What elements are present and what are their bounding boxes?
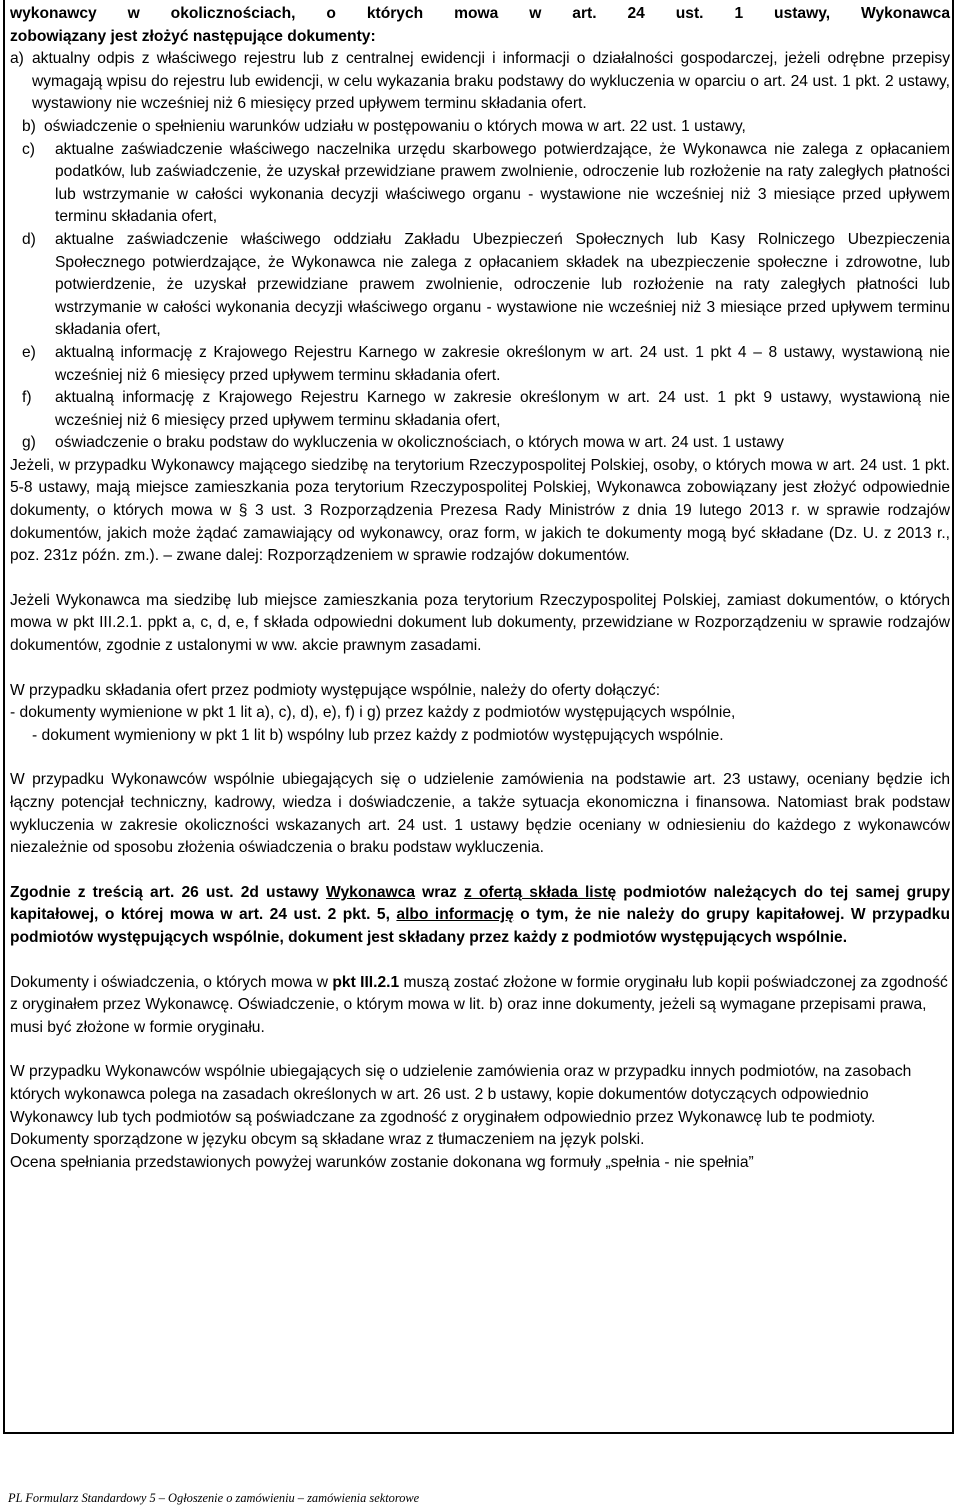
- paragraph-capital-group: [10, 882, 950, 950]
- capital-group-text: Zgodnie z treścią art. 26 ust. 2d ustawy: [10, 883, 327, 901]
- list-item-e: [22, 342, 950, 387]
- capital-group-underlined: Wykonawca: [326, 883, 416, 901]
- document-form-text: muszą zostać złożone w formie oryginału lub kopii poświadczonej za zgodność z oryginałem przez Wykonawcę. Oświadczenie, o którym mowa w lit. b) oraz inne dokumenty, jeżeli są wymagane przepisami prawa, musi być złożone w formie oryginału.: [10, 973, 948, 1036]
- document-form-text: Dokumenty i oświadczenia, o których mowa w: [10, 973, 333, 991]
- list-item-a: [10, 48, 950, 116]
- list-item-text: aktualną informację z Krajowego Rejestru Karnego w zakresie określonym w art. 24 ust. 1 pkt 9 ustawy, wystawioną nie wcześniej niż 6 miesięcy przed upływem terminu składania ofert,: [55, 389, 950, 429]
- paragraph-translation: Dokumenty sporządzone w języku obcym są składane wraz z tłumaczeniem na język polski.: [10, 1131, 645, 1149]
- list-item-text: aktualną informację z Krajowego Rejestru Karnego w zakresie określonym w art. 24 ust. 1 pkt 4 – 8 ustawy, wystawioną nie wcześniej niż 6 miesięcy przed upływem terminu składania ofert.: [55, 343, 950, 384]
- list-item-text: aktualne zaświadczenie właściwego oddziału Zakładu Ubezpieczeń Społecznych lub Kasy Rolniczego Ubezpieczenia Społecznego potwierdzające, że Wykonawca nie zalega z opłacaniem składek na ubezpieczenie społeczne i zdrowotne, lub potwierdzenie, że uzyskał przewidziane prawem zwolnienie, odroczenie lub rozłożenie na raty zaległych płatności lub wstrzymanie w całości wykonania decyzji właściwego organu - wystawione nie wcześniej niż 3 miesiące przed upływem terminu składania ofert,: [55, 230, 950, 339]
- list-item-b: [22, 116, 950, 139]
- page-footer: PL Formularz Standardowy 5 – Ogłoszenie o zamówieniu – zamówienia sektorowe: [8, 1491, 420, 1505]
- paragraph-joint-intro: W przypadku składania ofert przez podmioty występujące wspólnie, należy do oferty dołączyć:: [10, 681, 661, 699]
- list-item-text: oświadczenie o spełnieniu warunków udziału w postępowaniu o których mowa w art. 22 ust. 1 ustawy,: [44, 117, 746, 135]
- paragraph-foreign-persons: Jeżeli, w przypadku Wykonawcy mającego siedzibę na terytorium Rzeczypospolitej Polskiej, osoby, o których mowa w art. 24 ust. 1 pkt. 5-8 ustawy, mają miejsce zamieszkania poza terytorium Rzeczypospolitej Polskiej, Wykonawca zobowiązany jest złożyć odpowiednie dokumenty, o których mowa w § 3 ust. 3 Rozporządzenia Prezesa Rady Ministrów z dnia 19 lutego 2013 r. w sprawie rodzajów dokumentów, jakich może żądać zamawiający od wykonawcy, oraz form, w jakich te dokumenty mogą być składane (Dz. U. z 2013 r., poz. 231z późn. zm.). – zwane dalej: Rozporządzeniem w sprawie rodzajów dokumentów.: [10, 456, 950, 565]
- required-documents-list: [10, 48, 950, 455]
- spacer: [10, 860, 950, 882]
- list-item-label: g): [22, 434, 36, 452]
- paragraph-foreign-seat: Jeżeli Wykonawca ma siedzibę lub miejsce zamieszkania poza terytorium Rzeczypospolitej Polskiej, zamiast dokumentów, o których mowa w pkt III.2.1. ppkt a, c, d, e, f składa odpowiedni dokument lub dokumenty, przewidziane w Rozporządzeniu w sprawie rodzajów dokumentów, zgodnie z ustalonymi w ww. akcie prawnym zasadami.: [10, 591, 950, 655]
- document-body: [10, 3, 950, 1174]
- spacer: [10, 658, 950, 680]
- capital-group-text: wraz: [415, 883, 464, 901]
- paragraph-joint-line-1: - dokumenty wymienione w pkt 1 lit a), c), d), e), f) i g) przez każdy z podmiotów występujących wspólnie,: [10, 704, 736, 722]
- capital-group-text: o tym, że nie należy do grupy kapitałowej. W przypadku podmiotów występujących wspólnie, dokument jest składany przez każdy z podmiotów występujących wspólnie.: [10, 906, 951, 946]
- list-item-label: e): [22, 343, 36, 361]
- capital-group-underlined: z ofertą składa listę: [463, 883, 617, 901]
- list-item-text: aktualne zaświadczenie właściwego naczelnika urzędu skarbowego potwierdzające, że Wykonawca nie zalega z opłacaniem podatków, lub zaświadczenie, że uzyskał przewidziane prawem zwolnienie, odroczenie lub rozłożenie na raty zaległych płatności lub wstrzymanie w całości wykonania decyzji właściwego organu - wystawione nie wcześniej niż 3 miesiące przed upływem terminu składania ofert,: [55, 140, 950, 226]
- paragraph-joint-evaluation: W przypadku Wykonawców wspólnie ubiegających się o udzielenie zamówienia na podstawie art. 23 ustawy, oceniany będzie ich łączny potencjał techniczny, kadrowy, wiedza i doświadczenie, a także sytuacja ekonomiczna i finansowa. Natomiast brak podstaw wykluczenia w zakresie okoliczności wskazanych art. 24 ust. 1 ustawy będzie oceniany w odniesieniu do każdego z wykonawców niezależnie od sposobu złożenia oświadczenia o braku podstaw wykluczenia.: [10, 771, 950, 857]
- capital-group-underlined: albo informację: [396, 906, 514, 924]
- list-item-g: [22, 432, 950, 455]
- spacer: [10, 747, 950, 769]
- list-item-label: c): [22, 140, 35, 158]
- list-item-c: [22, 139, 950, 229]
- list-item-text: oświadczenie o braku podstaw do wykluczenia w okolicznościach, o których mowa w art. 24 ust. 1 ustawy: [55, 434, 784, 452]
- list-item-f: [22, 387, 950, 432]
- list-item-label: d): [22, 230, 36, 248]
- paragraph-document-form: [10, 972, 950, 1040]
- paragraph-joint-line-2: - dokument wymieniony w pkt 1 lit b) wspólny lub przez każdy z podmiotów występujących wspólnie.: [32, 726, 724, 744]
- list-item-d: [22, 229, 950, 342]
- capital-group-text: podmiotów należących do tej samej grupy kapitałowej, o której mowa w art. 24 ust. 2 pkt. 5,: [10, 883, 950, 924]
- list-item-label: a): [10, 50, 24, 68]
- document-form-reference: pkt III.2.1: [332, 973, 400, 991]
- list-item-text: aktualny odpis z właściwego rejestru lub z centralnej ewidencji i informacji o działalności gospodarczej, jeżeli odrębne przepisy wymagają wpisu do rejestru lub ewidencji, w celu wykazania braku podstawy do wykluczenia w oparciu o art. 24 ust. 1 pkt. 2 ustawy, wystawiony nie wcześniej niż 6 miesięcy przed upływem terminu składania ofert.: [32, 50, 950, 113]
- intro-line-1: wykonawcy w okolicznościach, o których mowa w art. 24 ust. 1 ustawy, Wykonawca: [10, 5, 950, 22]
- spacer: [10, 568, 950, 590]
- paragraph-evaluation-formula: Ocena spełniania przedstawionych powyżej warunków zostanie dokonana wg formuły „spełnia - nie spełnia”: [10, 1153, 754, 1171]
- spacer: [10, 1039, 950, 1061]
- list-item-label: f): [22, 389, 32, 407]
- spacer: [10, 950, 950, 972]
- paragraph-certified-copies: W przypadku Wykonawców wspólnie ubiegających się o udzielenie zamówienia oraz w przypadku innych podmiotów, na zasobach których wykonawca polega na zasadach określonych w art. 26 ust. 2 b ustawy, kopie dokumentów dotyczących odpowiednio Wykonawcy lub tych podmiotów są poświadczane za zgodność z oryginałem odpowiednio przez Wykonawcę lub te podmioty.: [10, 1063, 912, 1126]
- list-item-label: b): [22, 117, 36, 135]
- intro-line-2: zobowiązany jest złożyć następujące dokumenty:: [10, 27, 376, 45]
